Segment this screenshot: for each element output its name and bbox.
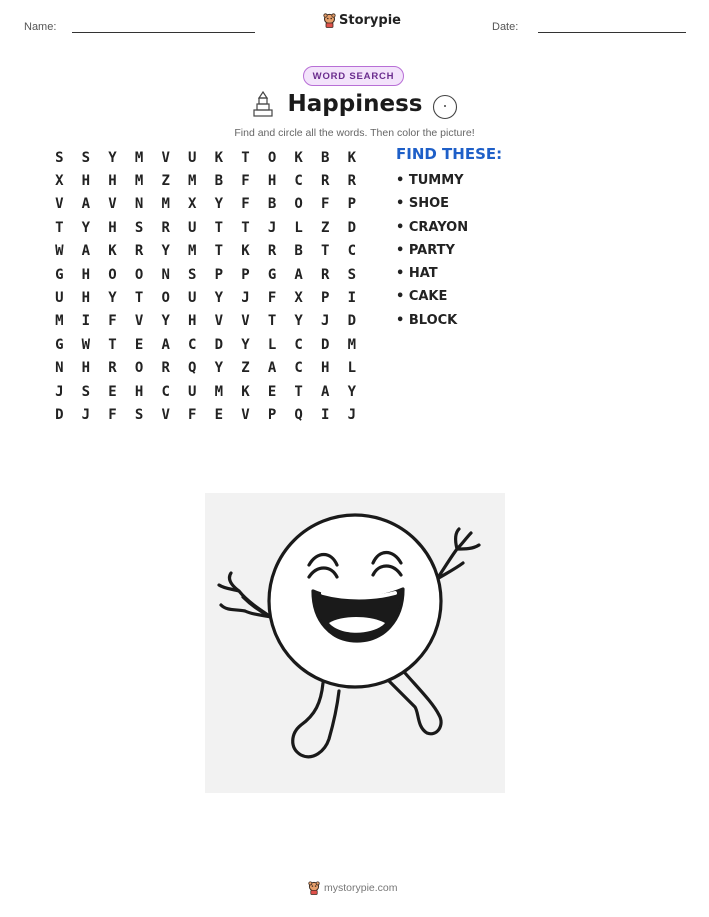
grid-cell[interactable]: W [55,243,64,260]
grid-cell[interactable]: K [241,243,250,260]
grid-cell[interactable]: G [55,336,64,353]
grid-cell[interactable]: P [241,266,250,283]
grid-cell[interactable]: Z [241,360,250,377]
grid-cell[interactable]: U [188,219,197,236]
word-list [396,172,468,335]
letter-grid [46,146,365,427]
grid-cell[interactable]: J [267,219,277,236]
grid-cell[interactable]: H [321,360,330,377]
storypie-mascot-icon [308,881,320,895]
grid-cell[interactable]: Y [108,290,117,307]
word-item: • BLOCK [396,312,458,328]
grid-cell[interactable]: E [214,406,224,423]
grid-cell[interactable]: B [214,173,224,190]
grid-cell[interactable]: A [267,360,277,377]
word-item: • CRAYON [396,219,469,235]
grid-cell[interactable]: H [81,290,91,307]
instructions: Find and circle all the words. Then color the picture! [234,127,475,139]
grid-cell[interactable]: X [55,173,64,190]
date-label: Date: [492,21,519,33]
grid-cell[interactable]: K [347,149,357,166]
grid-cell[interactable]: B [267,196,277,213]
smiley-face-icon [432,94,458,120]
grid-cell[interactable]: G [55,266,64,283]
grid-cell[interactable]: S [188,266,197,283]
storypie-mascot-icon [323,13,336,28]
grid-cell[interactable]: F [267,290,277,307]
grid-cell[interactable]: R [267,243,277,260]
grid-cell[interactable]: W [81,336,91,353]
grid-cell[interactable]: I [347,290,357,307]
grid-cell[interactable]: T [267,313,277,330]
grid-cell[interactable]: A [294,266,303,283]
grid-cell[interactable]: J [241,290,250,307]
grid-cell[interactable]: V [241,406,250,423]
grid-cell[interactable]: K [241,383,250,400]
grid-cell[interactable]: I [81,313,91,330]
grid-cell[interactable]: G [267,266,277,283]
grid-cell[interactable]: Y [161,313,170,330]
grid-cell[interactable]: B [321,149,330,166]
grid-cell[interactable]: L [267,336,277,353]
grid-cell[interactable]: R [347,173,357,190]
grid-cell[interactable]: J [81,406,91,423]
grid-cell[interactable]: D [55,406,64,423]
grid-cell[interactable]: T [241,149,250,166]
grid-cell[interactable]: P [214,266,224,283]
grid-cell[interactable]: D [347,313,357,330]
grid-cell[interactable]: H [81,266,91,283]
grid-cell[interactable]: H [81,360,91,377]
grid-cell[interactable]: R [321,266,330,283]
grid-cell[interactable]: M [188,173,197,190]
grid-cell[interactable]: Y [241,336,250,353]
grid-cell[interactable]: P [321,290,330,307]
grid-cell[interactable]: E [267,383,277,400]
grid-cell[interactable]: F [241,173,250,190]
grid-cell[interactable]: N [134,196,144,213]
word-item: • CAKE [396,289,448,305]
grid-cell[interactable]: U [188,149,197,166]
grid-cell[interactable]: U [55,290,64,307]
grid-cell[interactable]: S [55,149,64,166]
grid-cell[interactable]: F [188,406,197,423]
grid-cell[interactable]: R [161,360,170,377]
grid-cell[interactable]: T [55,219,64,236]
grid-cell[interactable]: M [134,149,144,166]
name-line[interactable] [72,32,255,33]
grid-cell[interactable]: Y [214,290,224,307]
grid-cell[interactable]: U [188,383,197,400]
grid-cell[interactable]: O [294,196,303,213]
grid-cell[interactable]: C [294,360,303,377]
grid-cell[interactable]: M [347,336,357,353]
date-line[interactable] [538,32,686,33]
word-item: • SHOE [396,196,450,212]
grid-cell[interactable]: R [321,173,330,190]
footer [308,881,398,895]
grid-cell[interactable]: C [188,336,197,353]
grid-cell[interactable]: H [188,313,197,330]
word-item: • TUMMY [396,173,464,188]
grid-cell[interactable]: T [108,336,117,353]
grid-cell[interactable]: T [134,290,144,307]
grid-cell[interactable]: O [161,290,170,307]
grid-cell[interactable]: A [161,336,170,353]
grid-cell[interactable]: C [294,173,303,190]
grid-cell[interactable]: H [108,173,117,190]
grid-cell[interactable]: H [267,173,277,190]
grid-cell[interactable]: K [108,243,117,260]
grid-cell[interactable]: X [294,290,303,307]
grid-cell[interactable]: S [81,383,91,400]
grid-cell[interactable]: L [294,219,303,236]
grid-cell[interactable]: D [347,219,357,236]
grid-cell[interactable]: X [188,196,197,213]
grid-cell[interactable]: A [81,243,91,260]
grid-cell[interactable]: H [108,219,117,236]
grid-cell[interactable]: A [81,196,91,213]
grid-cell[interactable]: N [55,360,64,377]
grid-cell[interactable]: T [214,243,224,260]
grid-cell[interactable]: J [55,383,64,400]
brand-logo [323,13,401,28]
word-item: • HAT [396,266,438,282]
grid-cell[interactable]: M [161,196,170,213]
grid-cell[interactable]: R [134,243,144,260]
grid-cell[interactable]: O [134,266,144,283]
grid-cell[interactable]: L [347,360,357,377]
grid-cell[interactable]: M [214,383,224,400]
grid-cell[interactable]: D [321,336,330,353]
grid-cell[interactable]: P [347,196,357,213]
coloring-picture[interactable] [205,493,505,793]
grid-cell[interactable]: F [108,406,117,423]
grid-cell[interactable]: S [81,149,91,166]
grid-cell[interactable]: M [55,313,64,330]
word-search-badge: WORD SEARCH [303,66,404,86]
grid-cell[interactable]: V [161,406,170,423]
grid-cell[interactable]: E [134,336,144,353]
grid-cell[interactable]: U [188,290,197,307]
grid-cell[interactable]: I [321,406,330,423]
grid-cell[interactable]: F [321,196,330,213]
grid-cell[interactable]: K [294,149,303,166]
grid-cell[interactable]: V [108,196,117,213]
grid-cell[interactable]: A [321,383,330,400]
grid-cell[interactable]: B [294,243,303,260]
grid-cell[interactable]: T [214,219,224,236]
grid-cell[interactable]: Y [161,243,170,260]
grid-cell[interactable]: E [108,383,117,400]
grid-cell[interactable]: T [241,219,250,236]
grid-cell[interactable]: V [55,196,64,213]
name-label: Name: [24,21,57,33]
grid-cell[interactable]: H [81,173,91,190]
brand-name: Storypie [339,13,401,28]
grid-cell[interactable]: Z [161,173,170,190]
grid-cell[interactable]: V [241,313,250,330]
grid-cell[interactable]: O [134,360,144,377]
grid-cell[interactable]: M [188,243,197,260]
grid-cell[interactable]: P [267,406,277,423]
grid-cell[interactable]: Y [214,360,224,377]
grid-cell[interactable]: D [214,336,224,353]
grid-cell[interactable]: C [161,383,170,400]
grid-cell[interactable]: O [267,149,277,166]
grid-cell[interactable]: S [134,406,144,423]
grid-cell[interactable]: F [108,313,117,330]
grid-cell[interactable]: Y [347,383,357,400]
grid-cell[interactable]: Q [188,360,197,377]
grid-cell[interactable]: N [161,266,170,283]
grid-cell[interactable]: R [161,219,170,236]
grid-cell[interactable]: V [134,313,144,330]
find-these-heading: FIND THESE: [396,145,503,163]
grid-cell[interactable]: Y [214,196,224,213]
grid-cell[interactable]: R [108,360,117,377]
grid-cell[interactable]: C [294,336,303,353]
grid-cell[interactable]: C [347,243,357,260]
grid-cell[interactable]: J [321,313,330,330]
grid-cell[interactable]: K [214,149,224,166]
footer-url[interactable]: mystorypie.com [324,882,398,894]
happy-smiley-character-image [205,493,505,793]
grid-cell[interactable]: O [108,266,117,283]
grid-cell[interactable]: V [214,313,224,330]
grid-cell[interactable]: J [347,406,357,423]
grid-cell[interactable]: Z [321,219,330,236]
word-item: • PARTY [396,242,455,258]
grid-cell[interactable]: S [134,219,144,236]
grid-cell[interactable]: V [161,149,170,166]
grid-cell[interactable]: H [134,383,144,400]
page-title: Happiness [287,91,423,117]
grid-cell[interactable]: F [241,196,250,213]
grid-cell[interactable]: Y [108,149,117,166]
grid-cell[interactable]: Q [294,406,303,423]
grid-cell[interactable]: M [134,173,144,190]
grid-cell[interactable]: T [321,243,330,260]
grid-cell[interactable]: Y [81,219,91,236]
grid-cell[interactable]: S [347,266,357,283]
grid-cell[interactable]: T [294,383,303,400]
grid-cell[interactable]: Y [294,313,303,330]
